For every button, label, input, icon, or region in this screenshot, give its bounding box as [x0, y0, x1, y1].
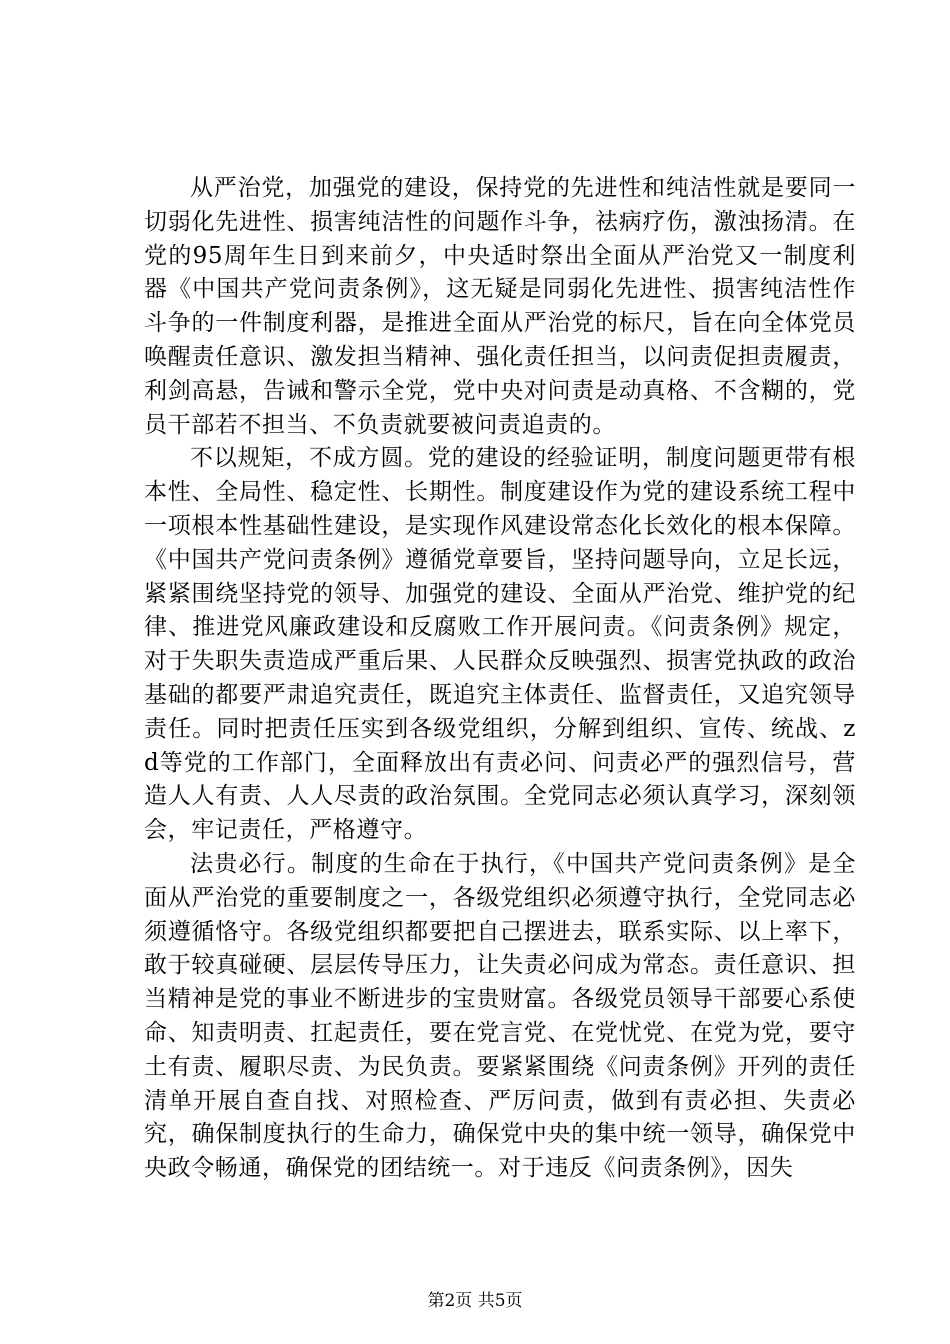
document-body [144, 172, 856, 1186]
paragraph-3: 法贵必行。制度的生命在于执行，《中国共产党问责条例》是全面从严治党的重要制度之一，各级党组织必须遵守执行，全党同志必须遵循恪守。各级党组织都要把自己摆进去，联系实际、以上率下，敢于较真碰硬、层层传导压力，让失责必问成为常态。责任意识、担当精神是党的事业不断进步的宝贵财富。各级党员领导干部要心系使命、知责明责、扛起责任，要在党言党、在党忧党、在党为党，要守土有责、履职尽责、为民负责。要紧紧围绕《问责条例》开列的责任清单开展自查自找、对照检查、严厉问责，做到有责必担、失责必究，确保制度执行的生命力，确保党中央的集中统一领导，确保党中央政令畅通，确保党的团结统一。对于违反《问责条例》，因失 [144, 850, 856, 1182]
page-footer: 第2页 共5页 [427, 1291, 523, 1311]
paragraph-1: 从严治党，加强党的建设，保持党的先进性和纯洁性就是要同一切弱化先进性、损害纯洁性的问题作斗争，祛病疗伤，激浊扬清。在党的95周年生日到来前夕，中央适时祭出全面从严治党又一制度利器《中国共产党问责条例》，这无疑是同弱化先进性、损害纯洁性作斗争的一件制度利器，是推进全面从严治党的标尺，旨在向全体党员唤醒责任意识、激发担当精神、强化责任担当，以问责促担责履责，利剑高悬，告诫和警示全党，党中央对问责是动真格、不含糊的，党员干部若不担当、不负责就要被问责追责的。 [144, 175, 856, 438]
paragraph-2: 不以规矩，不成方圆。党的建设的经验证明，制度问题更带有根本性、全局性、稳定性、长期性。制度建设作为党的建设系统工程中一项根本性基础性建设，是实现作风建设常态化长效化的根本保障。《中国共产党问责条例》遵循党章要旨，坚持问题导向，立足长远，紧紧围绕坚持党的领导、加强党的建设、全面从严治党、维护党的纪律、推进党风廉政建设和反腐败工作开展问责。《问责条例》规定，对于失职失责造成严重后果、人民群众反映强烈、损害党执政的政治基础的都要严肃追究责任，既追究主体责任、监督责任，又追究领导责任。同时把责任压实到各级党组织，分解到组织、宣传、统战、zd等党的工作部门，全面释放出有责必问、问责必严的强烈信号，营造人人有责、人人尽责的政治氛围。全党同志必须认真学习，深刻领会，牢记责任，严格遵守。 [144, 445, 856, 844]
